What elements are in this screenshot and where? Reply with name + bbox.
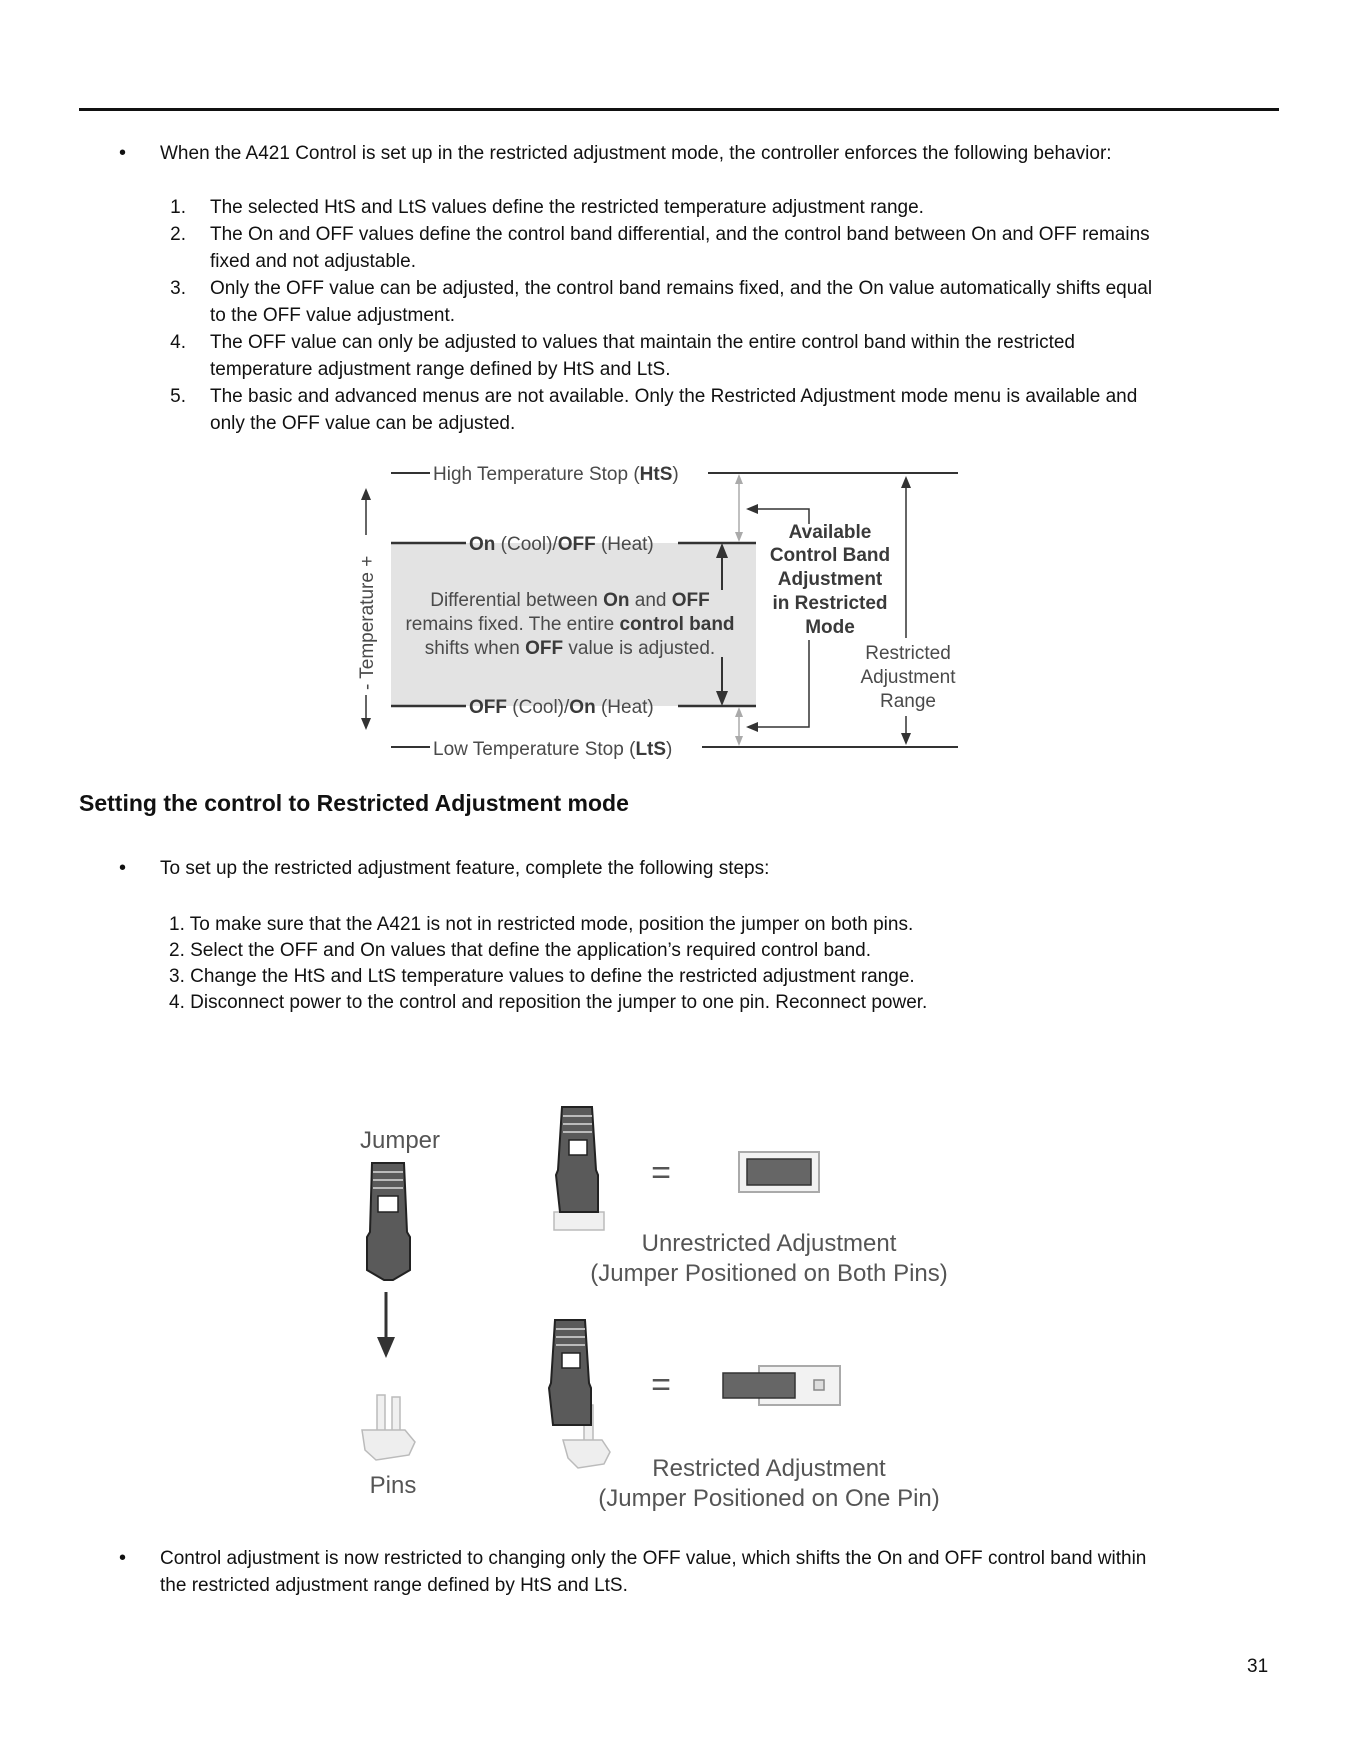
bullet-icon: • (119, 1547, 127, 1569)
list-item-line: The OFF value can only be adjusted to values that maintain the entire control band within the restricted (210, 332, 1075, 353)
list-number: 1. (170, 197, 186, 218)
setup-step: 2. Select the OFF and On values that define the application’s required control band. (169, 940, 872, 961)
intro-text: When the A421 Control is set up in the restricted adjustment mode, the controller enforces the following behavior: (160, 143, 1112, 164)
off-cool-label: OFF (Cool)/On (Heat) (469, 697, 654, 718)
lts-label: Low Temperature Stop (LtS) (433, 739, 673, 760)
jumper-icon (367, 1163, 410, 1280)
available-line: Adjustment (777, 569, 883, 590)
restricted-range-line: Range (880, 691, 936, 712)
list-item-line: Only the OFF value can be adjusted, the control band remains fixed, and the On value automatically shifts equal (210, 278, 1153, 299)
equals-sign: = (651, 1154, 671, 1192)
available-line: Mode (805, 617, 855, 638)
list-item-line: to the OFF value adjustment. (210, 305, 456, 326)
list-number: 4. (170, 332, 186, 353)
restricted-subtitle: (Jumper Positioned on One Pin) (598, 1485, 940, 1512)
differential-line-3: shifts when OFF value is adjusted. (424, 638, 716, 659)
list-number: 2. (170, 224, 186, 245)
on-cool-label: On (Cool)/OFF (Heat) (469, 534, 654, 555)
list-item-line: The basic and advanced menus are not available. Only the Restricted Adjustment mode menu is available and (210, 386, 1138, 407)
differential-line-2: remains fixed. The entire control band (405, 614, 735, 635)
setup-intro-text: To set up the restricted adjustment feature, complete the following steps: (160, 858, 770, 879)
setup-step: 3. Change the HtS and LtS temperature values to define the restricted adjustment range. (169, 966, 915, 987)
hts-label: High Temperature Stop (HtS) (433, 464, 679, 485)
unrestricted-symbol (739, 1152, 819, 1192)
available-line: Control Band (769, 545, 891, 566)
closing-line: the restricted adjustment range defined by HtS and LtS. (160, 1575, 628, 1596)
restricted-range-line: Adjustment (860, 667, 956, 688)
page-number: 31 (1247, 1656, 1269, 1677)
list-item-line: only the OFF value can be adjusted. (210, 413, 516, 434)
bullet-icon: • (119, 142, 127, 164)
jumper-label: Jumper (359, 1127, 441, 1154)
pins-label: Pins (369, 1472, 417, 1499)
restricted-title: Restricted Adjustment (652, 1455, 886, 1482)
unrestricted-title: Unrestricted Adjustment (641, 1230, 897, 1257)
equals-sign: = (651, 1366, 671, 1404)
jumper-on-both-pins-icon (554, 1107, 604, 1230)
list-item-line: temperature adjustment range defined by HtS and LtS. (210, 359, 671, 380)
list-number: 3. (170, 278, 186, 299)
available-line: in Restricted (772, 593, 888, 614)
list-item-line: The selected HtS and LtS values define the restricted temperature adjustment range. (210, 197, 924, 218)
list-number: 5. (170, 386, 186, 407)
restricted-range-line: Restricted (865, 643, 951, 664)
unrestricted-subtitle: (Jumper Positioned on Both Pins) (590, 1260, 948, 1287)
restricted-symbol (723, 1366, 840, 1405)
pins-icon (362, 1395, 415, 1460)
section-heading: Setting the control to Restricted Adjustment mode (79, 790, 629, 816)
bullet-icon: • (119, 857, 127, 879)
closing-line: Control adjustment is now restricted to changing only the OFF value, which shifts the On and OFF control band within (160, 1548, 1147, 1569)
temperature-axis-label: - Temperature + (357, 555, 378, 690)
list-item-line: fixed and not adjustable. (210, 251, 416, 272)
setup-step: 4. Disconnect power to the control and reposition the jumper to one pin. Reconnect power. (169, 992, 928, 1013)
differential-line-1: Differential between On and OFF (430, 590, 710, 611)
list-item-line: The On and OFF values define the control band differential, and the control band between On and OFF remains (210, 224, 1150, 245)
setup-step: 1. To make sure that the A421 is not in restricted mode, position the jumper on both pins. (169, 914, 914, 935)
available-line: Available (788, 522, 872, 543)
jumper-on-one-pin-icon (549, 1320, 610, 1468)
